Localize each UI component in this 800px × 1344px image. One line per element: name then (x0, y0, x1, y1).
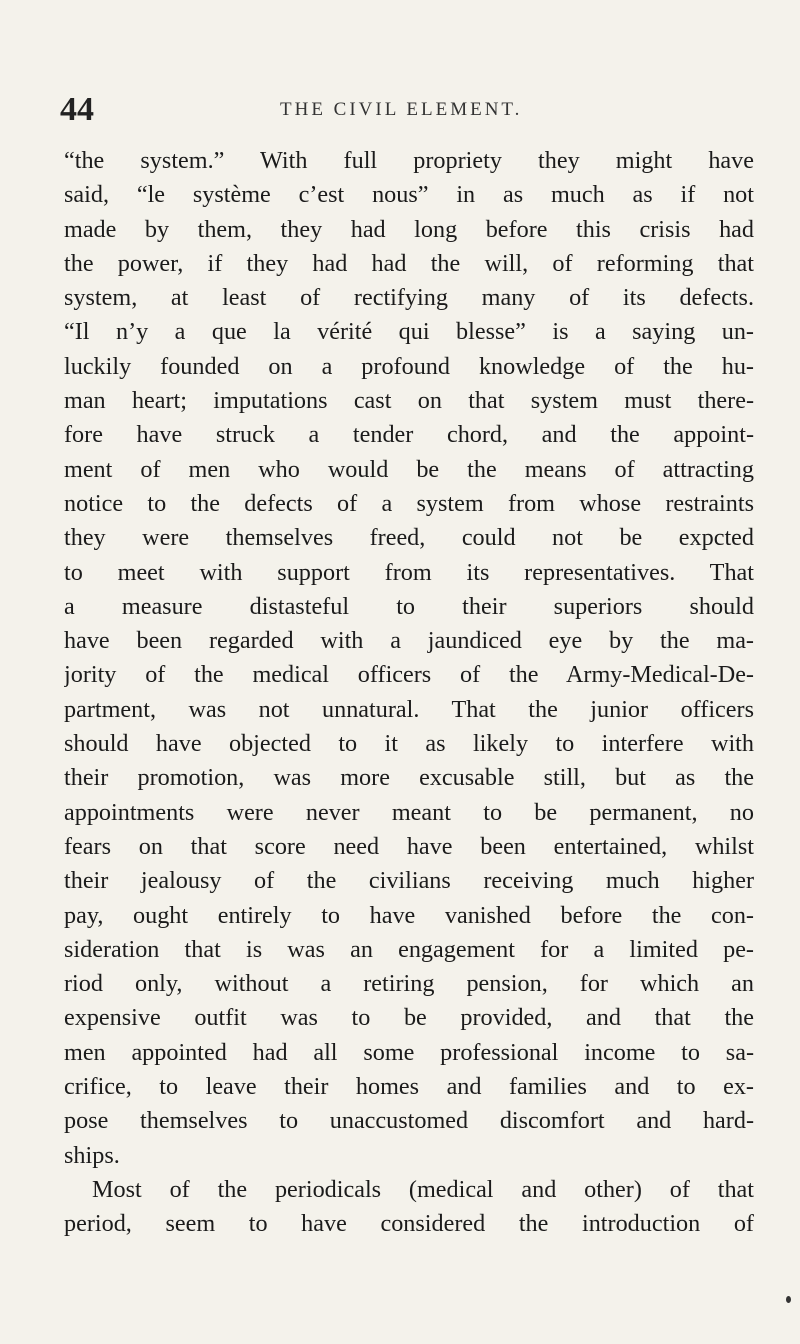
text-line: ships. (64, 1141, 120, 1169)
text-line: jority of the medical officers of the Army-Medical-De- (64, 661, 754, 689)
text-line: a measure distasteful to their superiors should (64, 592, 754, 620)
text-line: should have objected to it as likely to interfere with (64, 730, 754, 758)
text-line: said, “le système c’est nous” in as much as if not (64, 181, 754, 209)
text-line-paragraph-start: Most of the periodicals (medical and other) of that (92, 1175, 754, 1203)
text-line: men appointed had all some professional income to sa- (64, 1038, 754, 1066)
text-line: have been regarded with a jaundiced eye by the ma- (64, 627, 754, 655)
text-line: luckily founded on a profound knowledge of the hu- (64, 352, 754, 380)
text-line: fears on that score need have been entertained, whilst (64, 832, 754, 860)
text-line: system, at least of rectifying many of its defects. (64, 284, 754, 312)
text-line: the power, if they had had the will, of reforming that (64, 249, 754, 277)
text-line: pose themselves to unaccustomed discomfort and hard- (64, 1107, 754, 1135)
text-line: pay, ought entirely to have vanished before the con- (64, 901, 754, 929)
text-line: appointments were never meant to be permanent, no (64, 798, 754, 826)
text-line: period, seem to have considered the introduction of (64, 1210, 754, 1238)
text-line: riod only, without a retiring pension, for which an (64, 970, 754, 998)
text-line: “Il n’y a que la vérité qui blesse” is a saying un- (64, 318, 754, 346)
text-line: fore have struck a tender chord, and the appoint- (64, 421, 754, 449)
text-line: ment of men who would be the means of attracting (64, 455, 754, 483)
text-line: expensive outfit was to be provided, and that the (64, 1004, 754, 1032)
text-line: “the system.” With full propriety they might have (64, 147, 754, 174)
text-line: their jealousy of the civilians receiving much higher (64, 867, 754, 895)
page-header (60, 90, 750, 130)
text-line: made by them, they had long before this crisis had (64, 215, 754, 243)
page-number: 44 (60, 91, 94, 128)
body-text (64, 144, 754, 1242)
text-line: to meet with support from its representatives. That (64, 558, 754, 586)
text-line: they were themselves freed, could not be expcted (64, 524, 754, 552)
text-line: notice to the defects of a system from whose restraints (64, 489, 754, 517)
text-line: man heart; imputations cast on that system must there- (64, 387, 754, 415)
text-line: their promotion, was more excusable still, but as the (64, 764, 754, 792)
running-head: THE CIVIL ELEMENT. (280, 99, 523, 120)
text-line: crifice, to leave their homes and families and to ex- (64, 1073, 754, 1101)
ink-speck (786, 1296, 791, 1303)
text-line: partment, was not unnatural. That the junior officers (64, 695, 754, 723)
text-line: sideration that is was an engagement for a limited pe- (64, 935, 754, 963)
